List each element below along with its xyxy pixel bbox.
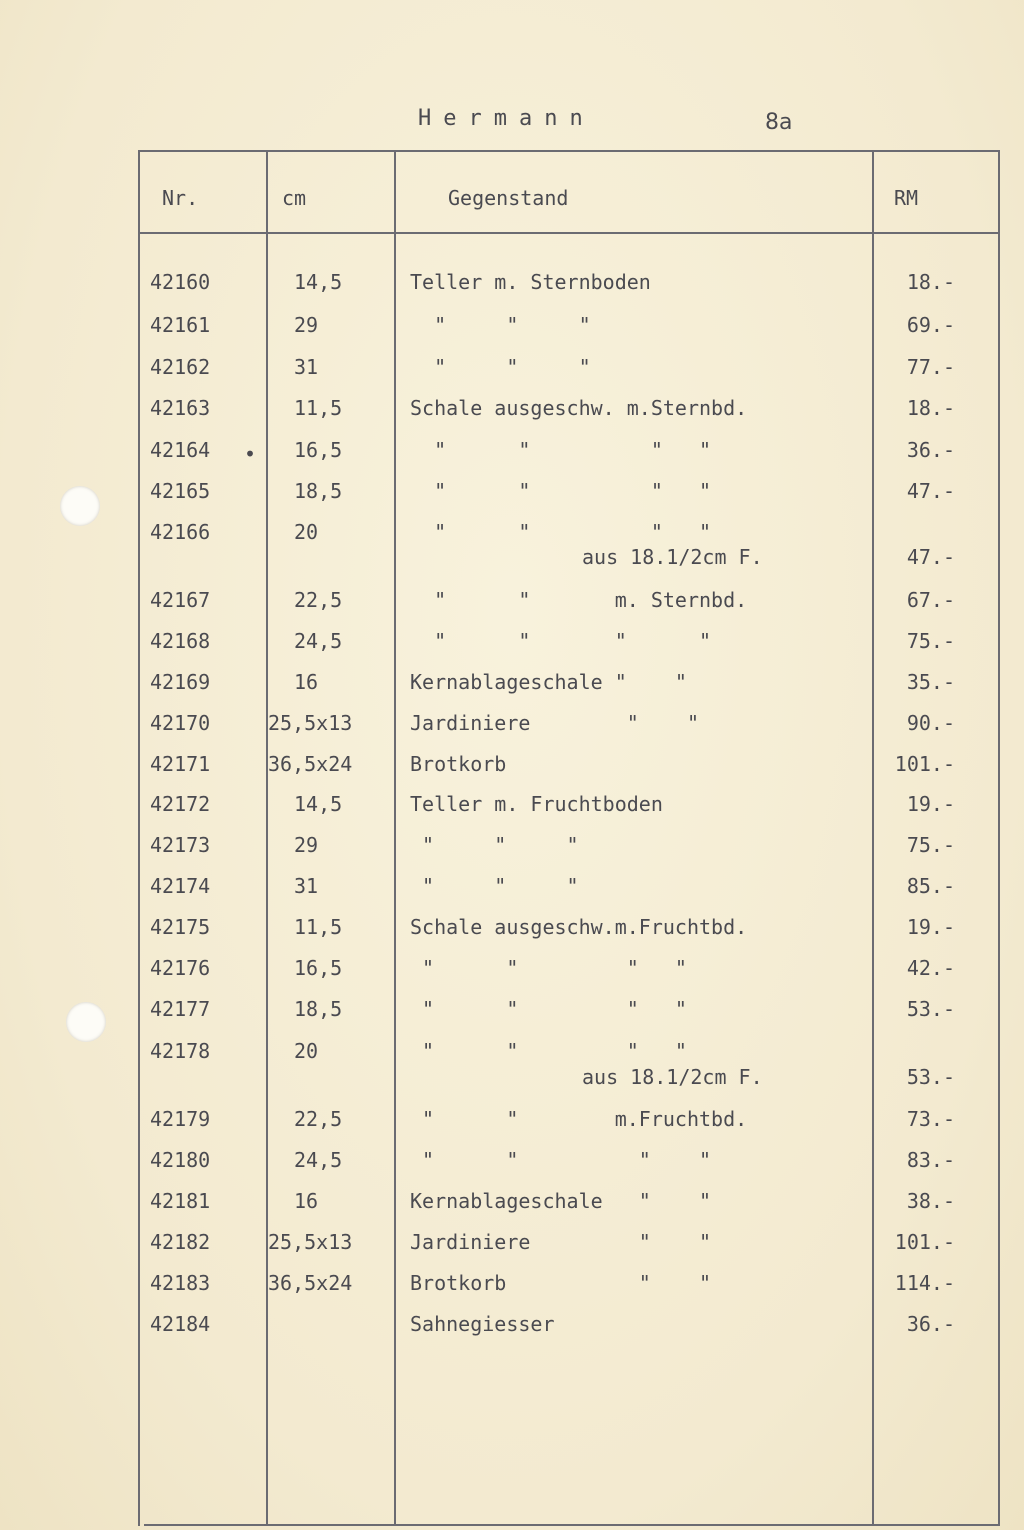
row-number: 42164 — [150, 438, 211, 462]
row-object: " " " " — [410, 1148, 712, 1172]
row-object: " " " " — [410, 479, 712, 503]
row-object: Brotkorb " " — [410, 1271, 712, 1295]
row-price-rm: 53.- — [906, 997, 955, 1021]
stray-dot: • — [244, 442, 257, 466]
row-number: 42178 — [150, 1039, 211, 1063]
row-price-rm: 36.- — [906, 1312, 955, 1336]
row-continuation: aus 18.1/2cm F. — [582, 1065, 763, 1089]
header-rm: RM — [894, 186, 919, 210]
row-size-cm: 20 — [294, 520, 319, 544]
row-number: 42174 — [150, 874, 211, 898]
row-size-cm: 11,5 — [294, 915, 343, 939]
row-object: " " " " — [410, 1039, 687, 1063]
row-continuation-price: 53.- — [906, 1065, 955, 1089]
row-object: Teller m. Fruchtboden — [410, 792, 663, 816]
row-size-cm: 24,5 — [294, 629, 343, 653]
row-number: 42176 — [150, 956, 211, 980]
row-size-cm: 36,5x24 — [268, 752, 353, 776]
row-size-cm: 14,5 — [294, 792, 343, 816]
row-object: Sahnegiesser — [410, 1312, 555, 1336]
row-size-cm: 29 — [294, 313, 319, 337]
row-price-rm: 36.- — [906, 438, 955, 462]
row-size-cm: 16,5 — [294, 956, 343, 980]
row-price-rm: 73.- — [906, 1107, 955, 1131]
row-object: Kernablageschale " " — [410, 1189, 712, 1213]
row-size-cm: 18,5 — [294, 479, 343, 503]
row-size-cm: 29 — [294, 833, 319, 857]
row-number: 42173 — [150, 833, 211, 857]
row-number: 42171 — [150, 752, 211, 776]
row-price-rm: 77.- — [906, 355, 955, 379]
punch-hole — [60, 486, 100, 526]
row-number: 42182 — [150, 1230, 211, 1254]
row-number: 42161 — [150, 313, 211, 337]
row-size-cm: 11,5 — [294, 396, 343, 420]
row-object: Teller m. Sternboden — [410, 270, 651, 294]
header-nr: Nr. — [162, 186, 199, 210]
row-object: Schale ausgeschw. m.Sternbd. — [410, 396, 748, 420]
row-object: Kernablageschale " " — [410, 670, 687, 694]
row-price-rm: 19.- — [906, 792, 955, 816]
row-size-cm: 14,5 — [294, 270, 343, 294]
row-object: " " " " — [410, 520, 712, 544]
row-object: " " " " — [410, 629, 712, 653]
row-number: 42166 — [150, 520, 211, 544]
row-price-rm: 101.- — [894, 1230, 955, 1254]
header-cm: cm — [282, 186, 307, 210]
row-number: 42168 — [150, 629, 211, 653]
row-price-rm: 75.- — [906, 629, 955, 653]
row-object: " " m.Fruchtbd. — [410, 1107, 748, 1131]
row-price-rm: 42.- — [906, 956, 955, 980]
row-size-cm: 16 — [294, 1189, 319, 1213]
row-object: " " " — [410, 833, 579, 857]
page-title: Hermann — [418, 106, 595, 131]
column-border-nr — [266, 150, 268, 1526]
row-size-cm: 24,5 — [294, 1148, 343, 1172]
row-object: Jardiniere " " — [410, 1230, 712, 1254]
column-border-right — [998, 150, 1000, 1526]
row-size-cm: 20 — [294, 1039, 319, 1063]
row-number: 42160 — [150, 270, 211, 294]
row-size-cm: 18,5 — [294, 997, 343, 1021]
row-price-rm: 83.- — [906, 1148, 955, 1172]
row-object: " " " — [410, 313, 591, 337]
row-price-rm: 38.- — [906, 1189, 955, 1213]
row-size-cm: 16 — [294, 670, 319, 694]
row-price-rm: 75.- — [906, 833, 955, 857]
row-size-cm: 25,5x13 — [268, 711, 353, 735]
row-price-rm: 114.- — [894, 1271, 955, 1295]
row-number: 42181 — [150, 1189, 211, 1213]
row-price-rm: 69.- — [906, 313, 955, 337]
page-number: 8a — [765, 110, 793, 135]
row-continuation: aus 18.1/2cm F. — [582, 545, 763, 569]
column-border-left — [138, 150, 140, 1526]
row-size-cm: 22,5 — [294, 588, 343, 612]
row-object: " " " " — [410, 997, 687, 1021]
row-object: " " " " — [410, 956, 687, 980]
row-number: 42172 — [150, 792, 211, 816]
row-price-rm: 85.- — [906, 874, 955, 898]
row-size-cm: 16,5 — [294, 438, 343, 462]
row-size-cm: 36,5x24 — [268, 1271, 353, 1295]
row-number: 42175 — [150, 915, 211, 939]
row-price-rm: 67.- — [906, 588, 955, 612]
row-number: 42180 — [150, 1148, 211, 1172]
row-size-cm: 31 — [294, 874, 319, 898]
row-object: Schale ausgeschw.m.Fruchtbd. — [410, 915, 748, 939]
row-object: " " m. Sternbd. — [410, 588, 748, 612]
row-object: " " " — [410, 874, 579, 898]
header-gegenstand: Gegenstand — [448, 186, 569, 210]
row-price-rm: 47.- — [906, 479, 955, 503]
row-number: 42162 — [150, 355, 211, 379]
row-number: 42184 — [150, 1312, 211, 1336]
row-number: 42169 — [150, 670, 211, 694]
row-price-rm: 101.- — [894, 752, 955, 776]
row-price-rm: 90.- — [906, 711, 955, 735]
row-number: 42165 — [150, 479, 211, 503]
row-number: 42179 — [150, 1107, 211, 1131]
row-size-cm: 31 — [294, 355, 319, 379]
row-size-cm: 22,5 — [294, 1107, 343, 1131]
column-border-cm — [394, 150, 396, 1526]
row-object: Brotkorb — [410, 752, 507, 776]
row-number: 42163 — [150, 396, 211, 420]
row-price-rm: 18.- — [906, 270, 955, 294]
row-size-cm: 25,5x13 — [268, 1230, 353, 1254]
row-object: " " " — [410, 355, 591, 379]
row-object: Jardiniere " " — [410, 711, 699, 735]
row-number: 42177 — [150, 997, 211, 1021]
row-price-rm: 19.- — [906, 915, 955, 939]
row-price-rm: 18.- — [906, 396, 955, 420]
punch-hole — [66, 1002, 106, 1042]
row-number: 42170 — [150, 711, 211, 735]
row-continuation-price: 47.- — [906, 545, 955, 569]
row-object: " " " " — [410, 438, 712, 462]
row-number: 42167 — [150, 588, 211, 612]
row-number: 42183 — [150, 1271, 211, 1295]
row-price-rm: 35.- — [906, 670, 955, 694]
